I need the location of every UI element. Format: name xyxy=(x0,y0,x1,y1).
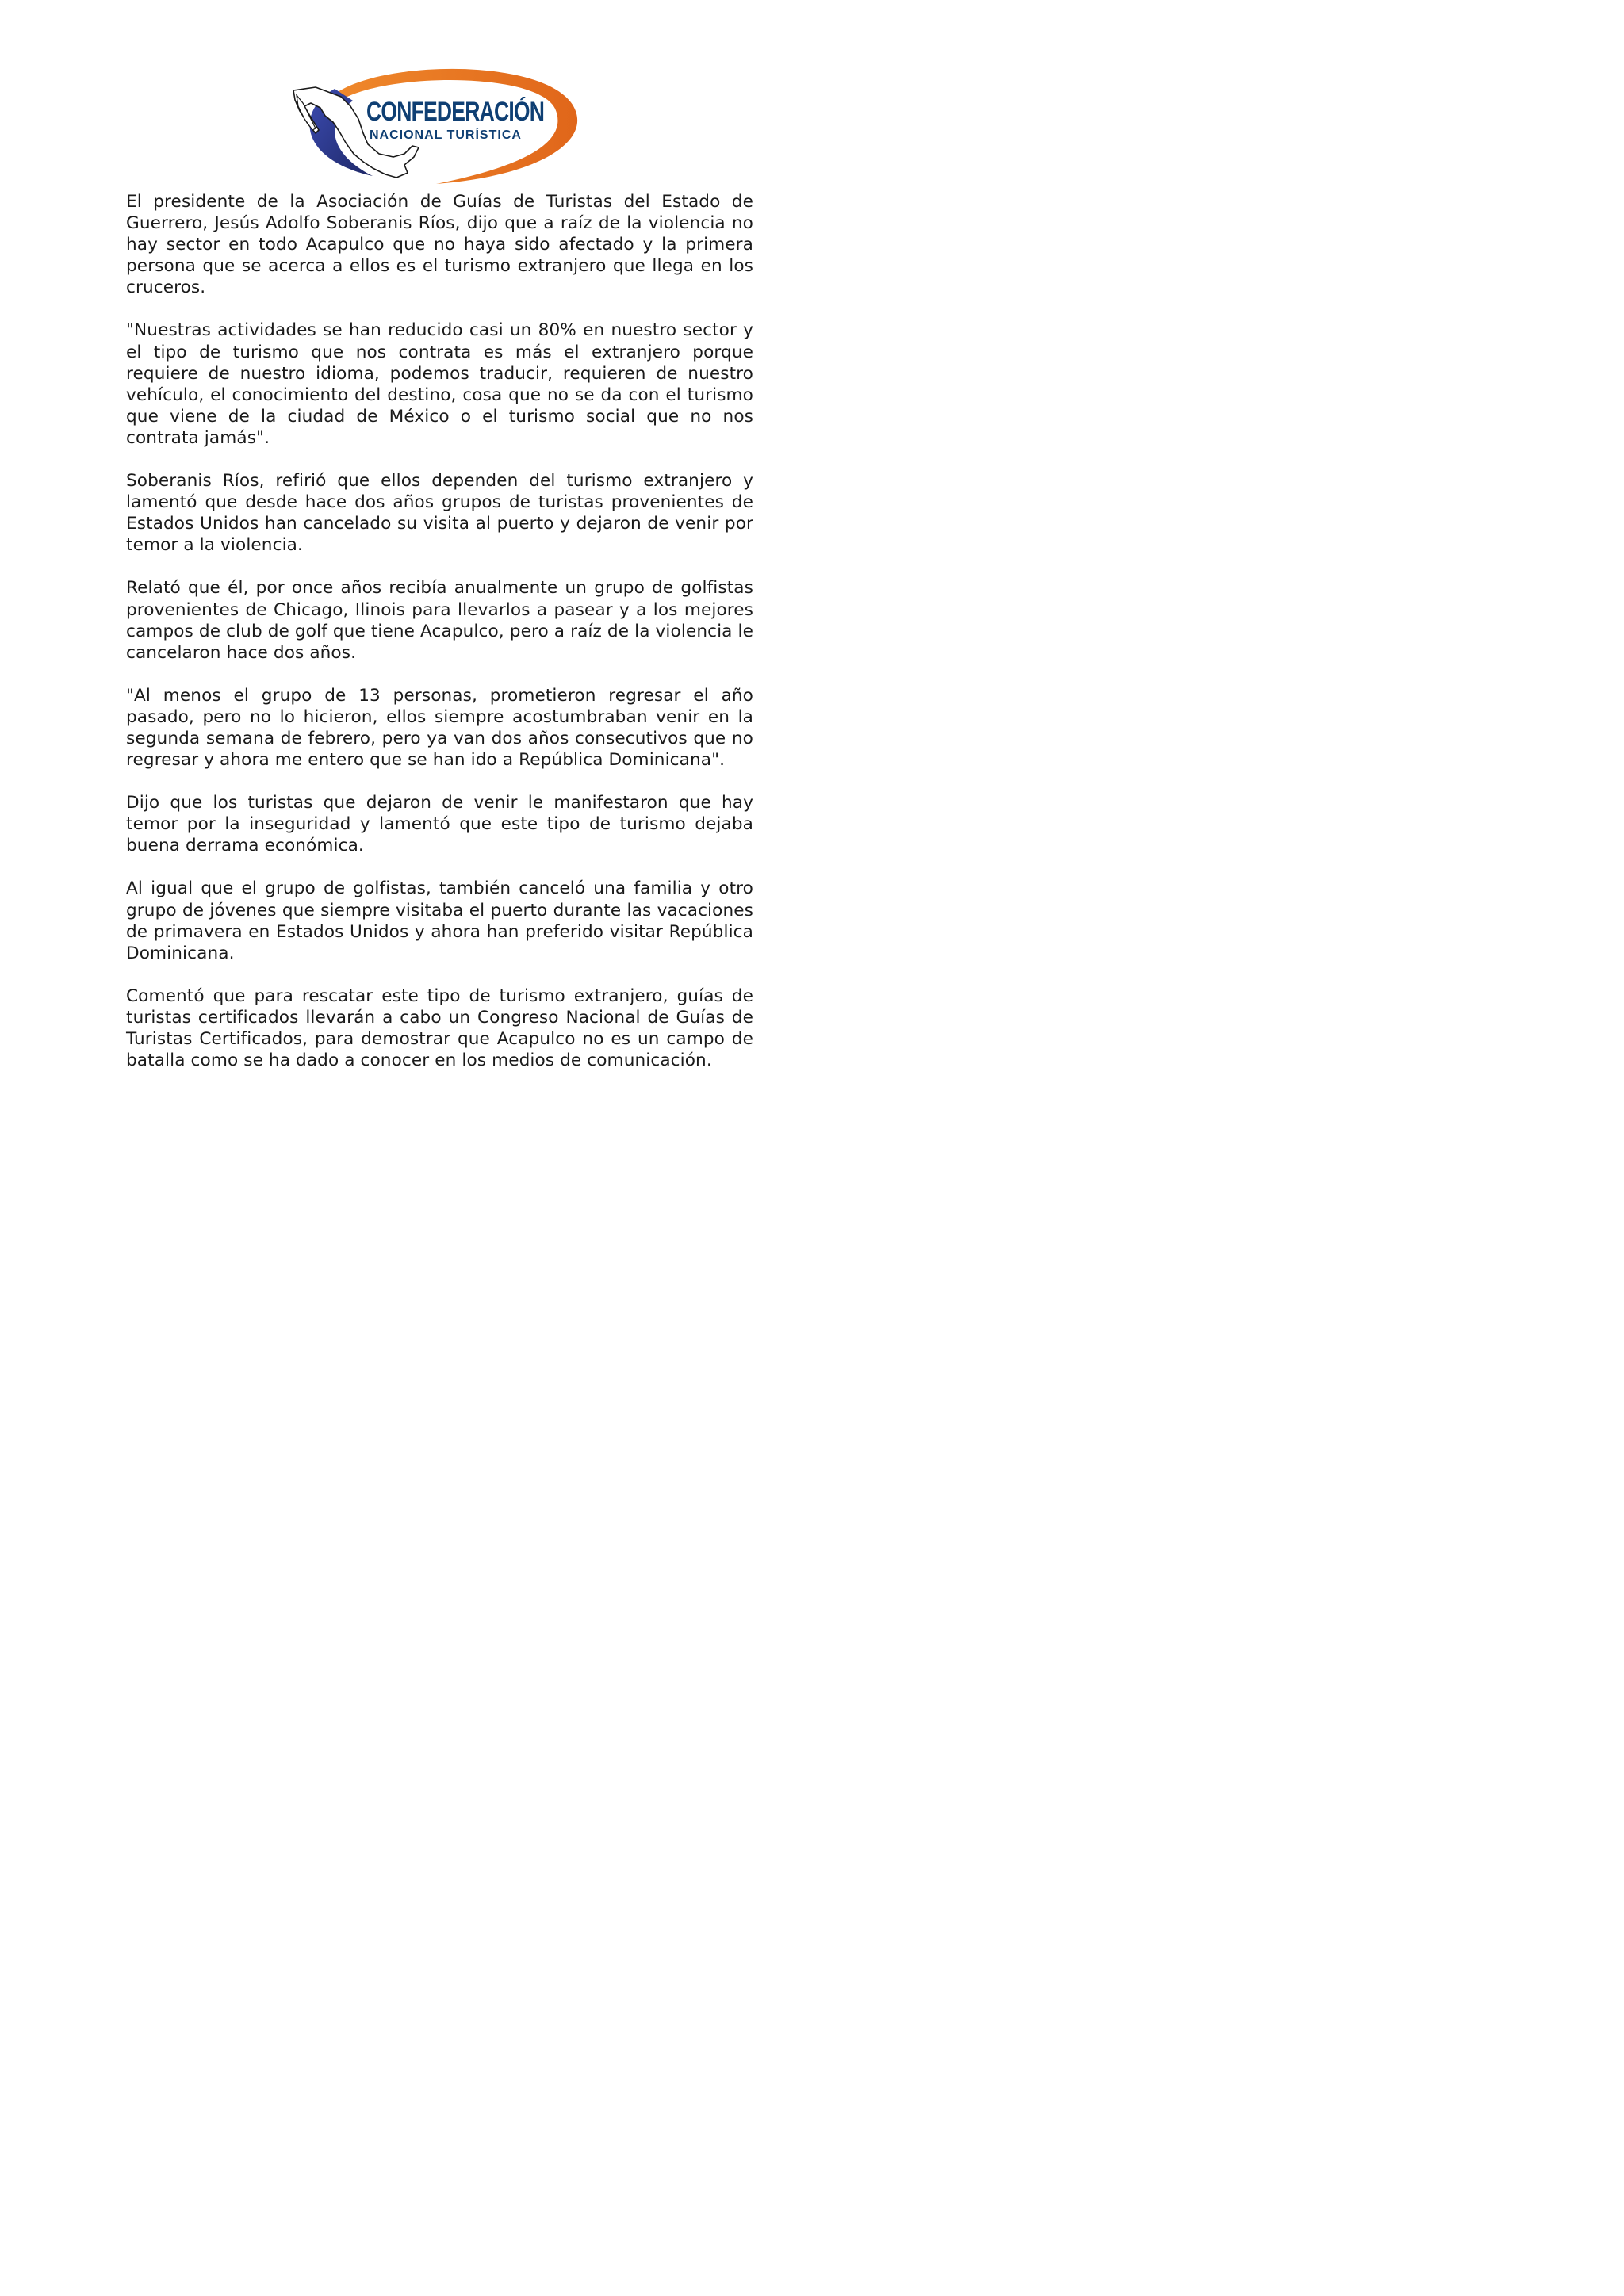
logo-subtitle: NACIONAL TURÍSTICA xyxy=(370,128,522,142)
article-paragraph: Relató que él, por once años recibía anualmente un grupo de golfistas provenientes de Chicago, Ilinois para llevarlos a pasear y a los mejores campos de club de golf que tiene Acapulco, pero a raíz de la violencia le cancelaron hace dos años. xyxy=(126,578,753,663)
document-page xyxy=(0,0,879,1242)
confederacion-logo xyxy=(278,57,595,192)
article-paragraph: "Nuestras actividades se han reducido casi un 80% en nuestro sector y el tipo de turismo que nos contrata es más el extranjero porque requiere de nuestro idioma, podemos traducir, requieren de nuestro vehículo, el conocimiento del destino, cosa que no se da con el turismo que viene de la ciudad de México o el turismo social que no nos contrata jamás". xyxy=(126,320,753,448)
article-paragraph: El presidente de la Asociación de Guías de Turistas del Estado de Guerrero, Jesús Adolfo Soberanis Ríos, dijo que a raíz de la violencia no hay sector en todo Acapulco que no haya sido afectado y la primera persona que se acerca a ellos es el turismo extranjero que llega en los cruceros. xyxy=(126,192,753,298)
article-body xyxy=(126,191,753,1093)
article-paragraph: "Al menos el grupo de 13 personas, prometieron regresar el año pasado, pero no lo hicieron, ellos siempre acostumbraban venir en la segunda semana de febrero, pero ya van dos años consecutivos que no regresar y ahora me entero que se han ido a República Dominicana". xyxy=(126,685,753,771)
article-paragraph: Comentó que para rescatar este tipo de turismo extranjero, guías de turistas certificados llevarán a cabo un Congreso Nacional de Guías de Turistas Certificados, para demostrar que Acapulco no es un campo de batalla como se ha dado a conocer en los medios de comunicación. xyxy=(126,985,753,1071)
logo-title: CONFEDERACIÓN xyxy=(366,97,545,127)
article-paragraph: Dijo que los turistas que dejaron de venir le manifestaron que hay temor por la inseguridad y lamentó que este tipo de turismo dejaba buena derrama económica. xyxy=(126,793,753,856)
article-paragraph: Soberanis Ríos, refirió que ellos dependen del turismo extranjero y lamentó que desde hace dos años grupos de turistas provenientes de Estados Unidos han cancelado su visita al puerto y dejaron de venir por temor a la violencia. xyxy=(126,471,753,556)
article-paragraph: Al igual que el grupo de golfistas, también canceló una familia y otro grupo de jóvenes que siempre visitaba el puerto durante las vacaciones de primavera en Estados Unidos y ahora han preferido visitar República Dominicana. xyxy=(126,878,753,963)
